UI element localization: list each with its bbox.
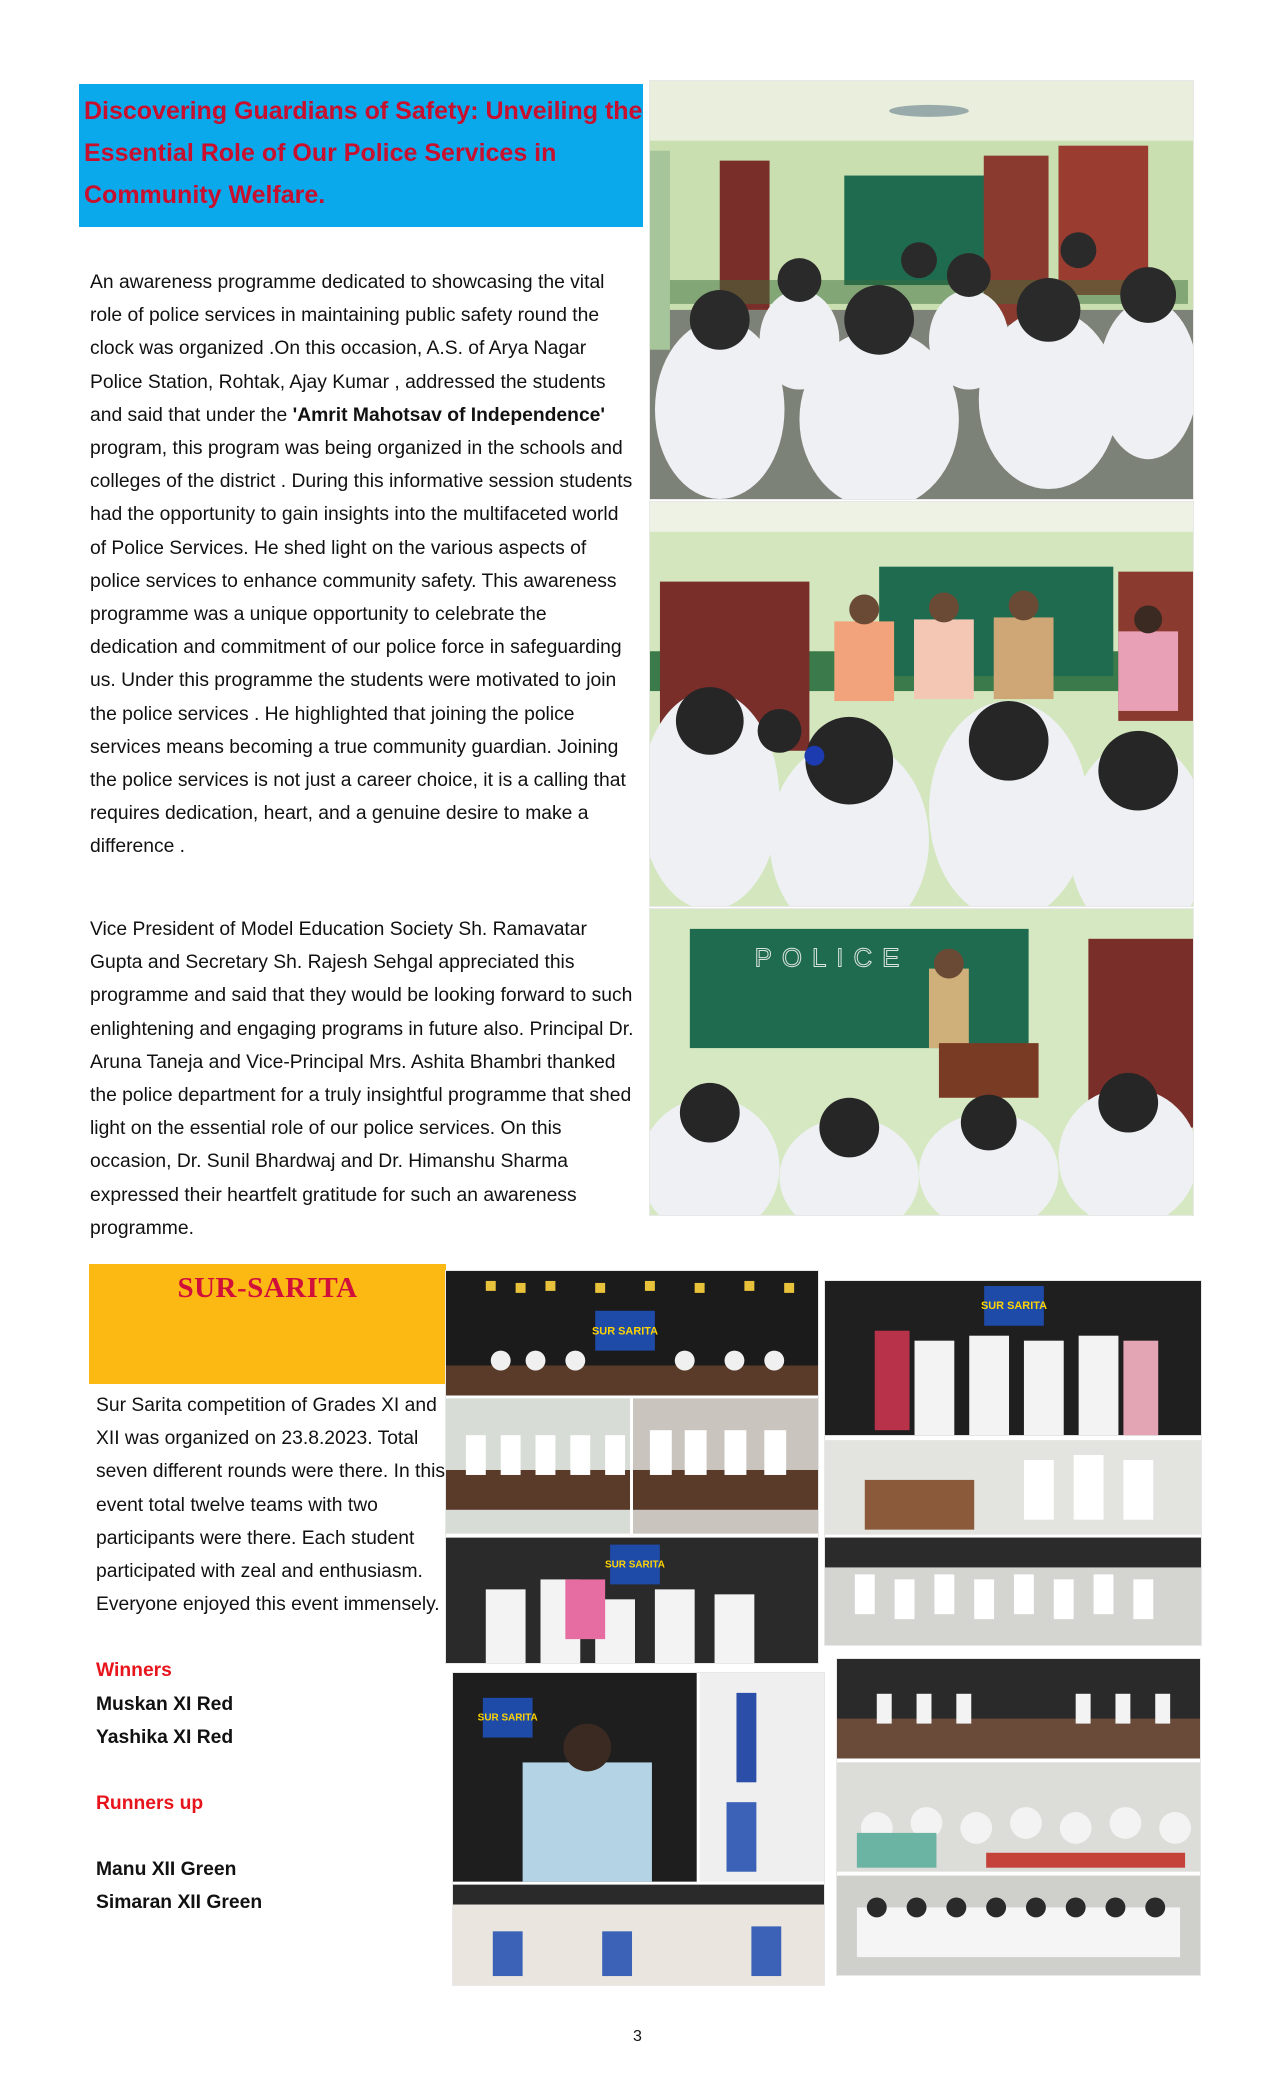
runners-label: Runners up (96, 1793, 204, 1815)
para1-text-a: An awareness programme dedicated to showcasing the vital role of police services in maintaining public safety round the clock was organized .On this occasion, A.S. of Arya Nagar Police Station, Rohtak, Ajay Kumar , addressed the students and said that under the (90, 272, 606, 426)
program-name: 'Amrit Mahotsav of Independence' (292, 404, 605, 426)
banner-text-a: SUR SARITA (592, 1325, 659, 1338)
banner-text-d: SUR SARITA (477, 1712, 538, 1724)
article-paragraph-1 (90, 266, 635, 864)
sur-sarita-content (96, 1389, 446, 1920)
banner-text-c: SUR SARITA (980, 1299, 1048, 1312)
classroom-photo-3 (649, 908, 1194, 1216)
sur-sarita-collage-4 (836, 1658, 1201, 1976)
runner-1: Manu XII Green (96, 1859, 237, 1881)
sur-sarita-collage-3 (452, 1672, 825, 1986)
sur-sarita-collage-2 (824, 1280, 1202, 1646)
runner-2: Simaran XII Green (96, 1892, 263, 1914)
page-number: 3 (633, 2028, 642, 2045)
winner-1: Muskan XI Red (96, 1693, 234, 1715)
classroom-photo-1 (649, 80, 1194, 500)
banner-text-b: SUR SARITA (604, 1559, 665, 1571)
winners-label: Winners (96, 1660, 172, 1682)
sur-sarita-description: Sur Sarita competition of Grades XI and XII was organized on 23.8.2023. Total seven different rounds were there. In this event total twelve teams with two participants were there. Each student participated with zeal and enthusiasm. Everyone enjoyed this event immensely. (96, 1395, 446, 1616)
sur-sarita-collage-1 (445, 1270, 819, 1664)
classroom-photo-2 (649, 501, 1194, 907)
article-title: Discovering Guardians of Safety: Unveiling the Essential Role of Our Police Services in Community Welfare. (84, 97, 643, 209)
winner-2: Yashika XI Red (96, 1726, 234, 1748)
sur-sarita-title: SUR-SARITA (177, 1272, 358, 1304)
para1-text-b: program, this program was being organized in the schools and colleges of the district . During this informative session students had the opportunity to gain insights into the multifaceted world of Police Services. He shed light on the various aspects of police services to enhance community safety. This awareness programme was a unique opportunity to celebrate the dedication and commitment of our police force in safeguarding us. Under this programme the students were motivated to join the police services . He highlighted that joining the police services means becoming a true community guardian. Joining the police services is not just a career choice, it is a calling that requires dedication, heart, and a genuine desire to make a difference . (90, 438, 633, 858)
article-paragraph-2: Vice President of Model Education Society Sh. Ramavatar Gupta and Secretary Sh. Rajesh Sehgal appreciated this programme and said that they would be looking forward to such enlightening and engaging programs in future also. Principal Dr. Aruna Taneja and Vice-Principal Mrs. Ashita Bhambri thanked the police department for a truly insightful programme that shed light on the essential role of our police services. On this occasion, Dr. Sunil Bhardwaj and Dr. Himanshu Sharma expressed their heartfelt gratitude for such an awareness programme. (90, 919, 634, 1239)
chalkboard-word: POLICE (754, 944, 910, 973)
